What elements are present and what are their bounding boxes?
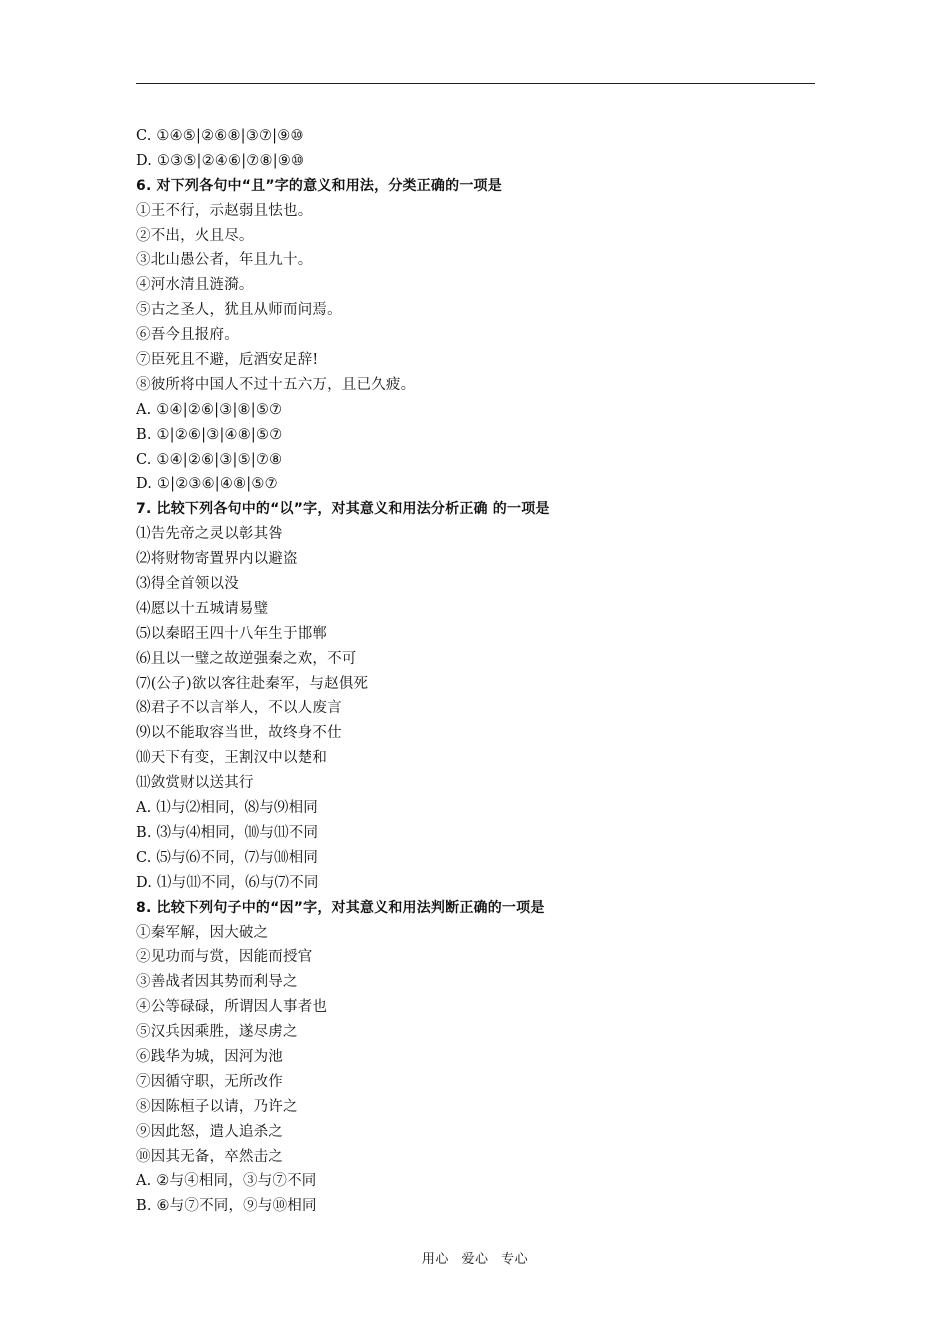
document-body — [136, 124, 815, 1219]
question-heading: 7. 比较下列各句中的“以”字，对其意义和用法分析正确 的一项是 — [136, 501, 550, 518]
sentence-item: ①王不行，示赵弱且怯也。 — [136, 202, 313, 219]
sentence-item: ⑤古之圣人，犹且从师而问焉。 — [136, 302, 342, 319]
answer-option: B. ⑥与⑦不同，⑨与⑩相同 — [136, 1198, 317, 1215]
answer-option: C. ①④|②⑥|③|⑤|⑦⑧ — [136, 451, 283, 468]
sentence-item: ⑦臣死且不避，卮酒安足辞! — [136, 352, 319, 369]
answer-option: D. ①③⑤|②④⑥|⑦⑧|⑨⑩ — [136, 152, 305, 169]
sentence-item: ⑹且以一璧之故逆强秦之欢，不可 — [136, 650, 357, 667]
sentence-item: ⑾敛赏财以送其行 — [136, 775, 254, 792]
question-heading: 8. 比较下列句子中的“因”字，对其意义和用法判断正确的一项是 — [136, 899, 545, 916]
sentence-item: ④公等碌碌，所谓因人事者也 — [136, 999, 328, 1016]
sentence-item: ⑧因陈桓子以请，乃许之 — [136, 1098, 298, 1115]
sentence-item: ⑼以不能取容当世，故终身不仕 — [136, 725, 342, 742]
sentence-item: ②不出，火且尽。 — [136, 227, 254, 244]
answer-option: C. ①④⑤|②⑥⑧|③⑦|⑨⑩ — [136, 128, 304, 144]
sentence-item: ①秦军解，因大破之 — [136, 924, 269, 941]
sentence-item: ⑴告先帝之灵以彰其咎 — [136, 526, 283, 543]
sentence-item: ⑵将财物寄置界内以避盗 — [136, 551, 298, 568]
answer-option: A. ②与④相同，③与⑦不同 — [136, 1173, 317, 1190]
sentence-item: ③北山愚公者，年且九十。 — [136, 252, 313, 269]
sentence-item: ⑤汉兵因乘胜，遂尽虏之 — [136, 1024, 298, 1041]
sentence-item: ⑸以秦昭王四十八年生于邯郸 — [136, 625, 328, 642]
sentence-item: ⑶得全首领以没 — [136, 576, 239, 593]
page-footer: 用心 爱心 专心 — [421, 1252, 529, 1267]
sentence-item: ⑩因其无备，卒然击之 — [136, 1148, 283, 1165]
sentence-item: ⑥践华为城，因河为池 — [136, 1048, 283, 1065]
header-rule — [136, 83, 815, 84]
sentence-item: ⑽天下有变，王割汉中以楚和 — [136, 750, 328, 767]
sentence-item: ⑷愿以十五城请易璧 — [136, 600, 269, 617]
sentence-item: ⑻君子不以言举人，不以人废言 — [136, 700, 342, 717]
answer-option: C. ⑸与⑹不同，⑺与⑽相同 — [136, 849, 319, 866]
answer-option: B. ①|②⑥|③|④⑧|⑤⑦ — [136, 426, 283, 443]
answer-option: D. ⑴与⑾不同，⑹与⑺不同 — [136, 874, 319, 891]
sentence-item: ⑦因循守职，无所改作 — [136, 1073, 283, 1090]
answer-option: A. ①④|②⑥|③|⑧|⑤⑦ — [136, 401, 283, 418]
sentence-item: ③善战者因其势而利导之 — [136, 974, 298, 991]
sentence-item: ⑨因此怒，遣人追杀之 — [136, 1123, 283, 1140]
question-heading: 6. 对下列各句中“且”字的意义和用法，分类正确的一项是 — [136, 177, 502, 194]
sentence-item: ④河水清且涟漪。 — [136, 277, 254, 294]
sentence-item: ⑧彼所将中国人不过十五六万，且已久疲。 — [136, 376, 416, 393]
sentence-item: ②见功而与赏，因能而授官 — [136, 949, 313, 966]
sentence-item: ⑥吾今且报府。 — [136, 327, 239, 344]
answer-option: D. ①|②③⑥|④⑧|⑤⑦ — [136, 476, 278, 493]
sentence-item: ⑺(公子)欲以客往赴秦军，与赵俱死 — [136, 675, 369, 692]
answer-option: A. ⑴与⑵相同，⑻与⑼相同 — [136, 800, 318, 817]
answer-option: B. ⑶与⑷相同，⑽与⑾不同 — [136, 824, 319, 841]
